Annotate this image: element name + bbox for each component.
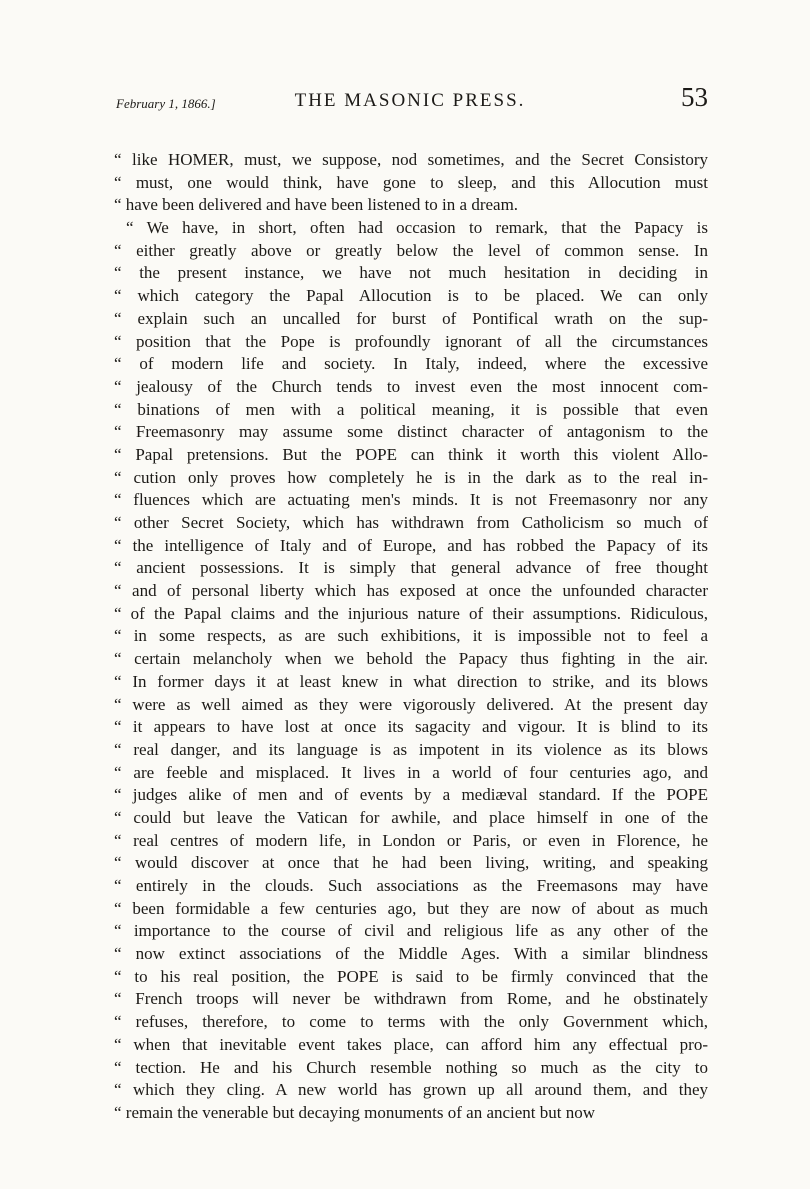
article-body bbox=[114, 149, 708, 1125]
running-head-date: February 1, 1866.] bbox=[116, 96, 216, 111]
text-line: “ other Secret Society, which has withdrawn from Catholicism so much of bbox=[114, 513, 708, 532]
text-line: “ like HOMER, must, we suppose, nod sometimes, and the Secret Consistory bbox=[114, 150, 708, 169]
text-line: “ cution only proves how completely he is in the dark as to the real in- bbox=[114, 467, 708, 487]
text-line: “ real danger, and its language is as impotent in its violence as its blows bbox=[114, 739, 708, 759]
text-line: “ jealousy of the Church tends to invest even the most innocent com- bbox=[114, 376, 708, 396]
text-line: “ which category the Papal Allocution is to be placed. We can only bbox=[114, 286, 708, 306]
text-line: “ now extinct associations of the Middle Ages. With a similar blindness bbox=[114, 944, 708, 964]
text-line: “ would discover at once that he had been living, writing, and speaking bbox=[114, 853, 708, 873]
text-line: “ must, one would think, have gone to sleep, and this Allocution must bbox=[114, 172, 708, 192]
text-line: “ refuses, therefore, to come to terms with the only Government which, bbox=[114, 1012, 708, 1032]
text-line: “ which they cling. A new world has grown up all around them, and they bbox=[114, 1080, 708, 1100]
text-line: “ entirely in the clouds. Such associations as the Freemasons may have bbox=[114, 876, 708, 895]
text-line: “ fluences which are actuating men's minds. It is not Freemasonry nor any bbox=[114, 490, 708, 510]
text-line: “ In former days it at least knew in what direction to strike, and its blows bbox=[114, 671, 708, 691]
text-line: “ remain the venerable but decaying monuments of an ancient but now bbox=[114, 1102, 596, 1122]
text-line: “ ancient possessions. It is simply that general advance of free thought bbox=[114, 558, 708, 578]
text-line: “ certain melancholy when we behold the Papacy thus fighting in the air. bbox=[114, 649, 708, 669]
text-line: “ are feeble and misplaced. It lives in a world of four centuries ago, and bbox=[114, 762, 708, 782]
text-line: “ of modern life and society. In Italy, indeed, where the excessive bbox=[114, 354, 708, 374]
text-line: “ of the Papal claims and the injurious nature of their assumptions. Ridiculous, bbox=[114, 603, 708, 623]
text-line: “ We have, in short, often had occasion to remark, that the Papacy is bbox=[126, 218, 708, 238]
text-line: “ in some respects, as are such exhibitions, it is impossible not to feel a bbox=[114, 626, 708, 646]
text-line: “ the present instance, we have not much hesitation in deciding in bbox=[114, 263, 708, 283]
text-line: “ Freemasonry may assume some distinct character of antagonism to the bbox=[114, 422, 708, 442]
text-line: “ and of personal liberty which has exposed at once the unfounded character bbox=[114, 581, 708, 601]
text-line: “ the intelligence of Italy and of Europe, and has robbed the Papacy of its bbox=[114, 535, 708, 555]
running-head-title: THE MASONIC PRESS. bbox=[294, 90, 526, 111]
page-number: 53 bbox=[681, 82, 708, 112]
text-line: “ could but leave the Vatican for awhile, and place himself in one of the bbox=[114, 807, 708, 827]
text-line: “ binations of men with a political meaning, it is possible that even bbox=[114, 399, 708, 419]
text-line: “ judges alike of men and of events by a mediæval standard. If the POPE bbox=[114, 785, 708, 805]
text-line: “ have been delivered and have been listened to in a dream. bbox=[114, 195, 519, 215]
text-line: “ Papal pretensions. But the POPE can think it worth this violent Allo- bbox=[114, 444, 708, 464]
text-line: “ real centres of modern life, in London or Paris, or even in Florence, he bbox=[114, 830, 708, 850]
text-line: “ importance to the course of civil and religious life as any other of the bbox=[114, 921, 708, 941]
text-line: “ French troops will never be withdrawn from Rome, and he obstinately bbox=[114, 989, 708, 1009]
text-line: “ explain such an uncalled for burst of Pontifical wrath on the sup- bbox=[114, 308, 708, 328]
text-line: “ been formidable a few centuries ago, but they are now of about as much bbox=[114, 898, 708, 918]
text-line: “ tection. He and his Church resemble nothing so much as the city to bbox=[114, 1057, 708, 1077]
text-line: “ it appears to have lost at once its sagacity and vigour. It is blind to its bbox=[114, 717, 708, 737]
text-line: “ position that the Pope is profoundly ignorant of all the circumstances bbox=[114, 331, 708, 351]
text-line: “ when that inevitable event takes place, can afford him any effectual pro- bbox=[114, 1034, 708, 1054]
text-line: “ to his real position, the POPE is said to be firmly convinced that the bbox=[114, 966, 708, 986]
text-line: “ either greatly above or greatly below the level of common sense. In bbox=[114, 240, 708, 260]
running-head bbox=[112, 80, 708, 114]
text-line: “ were as well aimed as they were vigorously delivered. At the present day bbox=[114, 694, 708, 714]
